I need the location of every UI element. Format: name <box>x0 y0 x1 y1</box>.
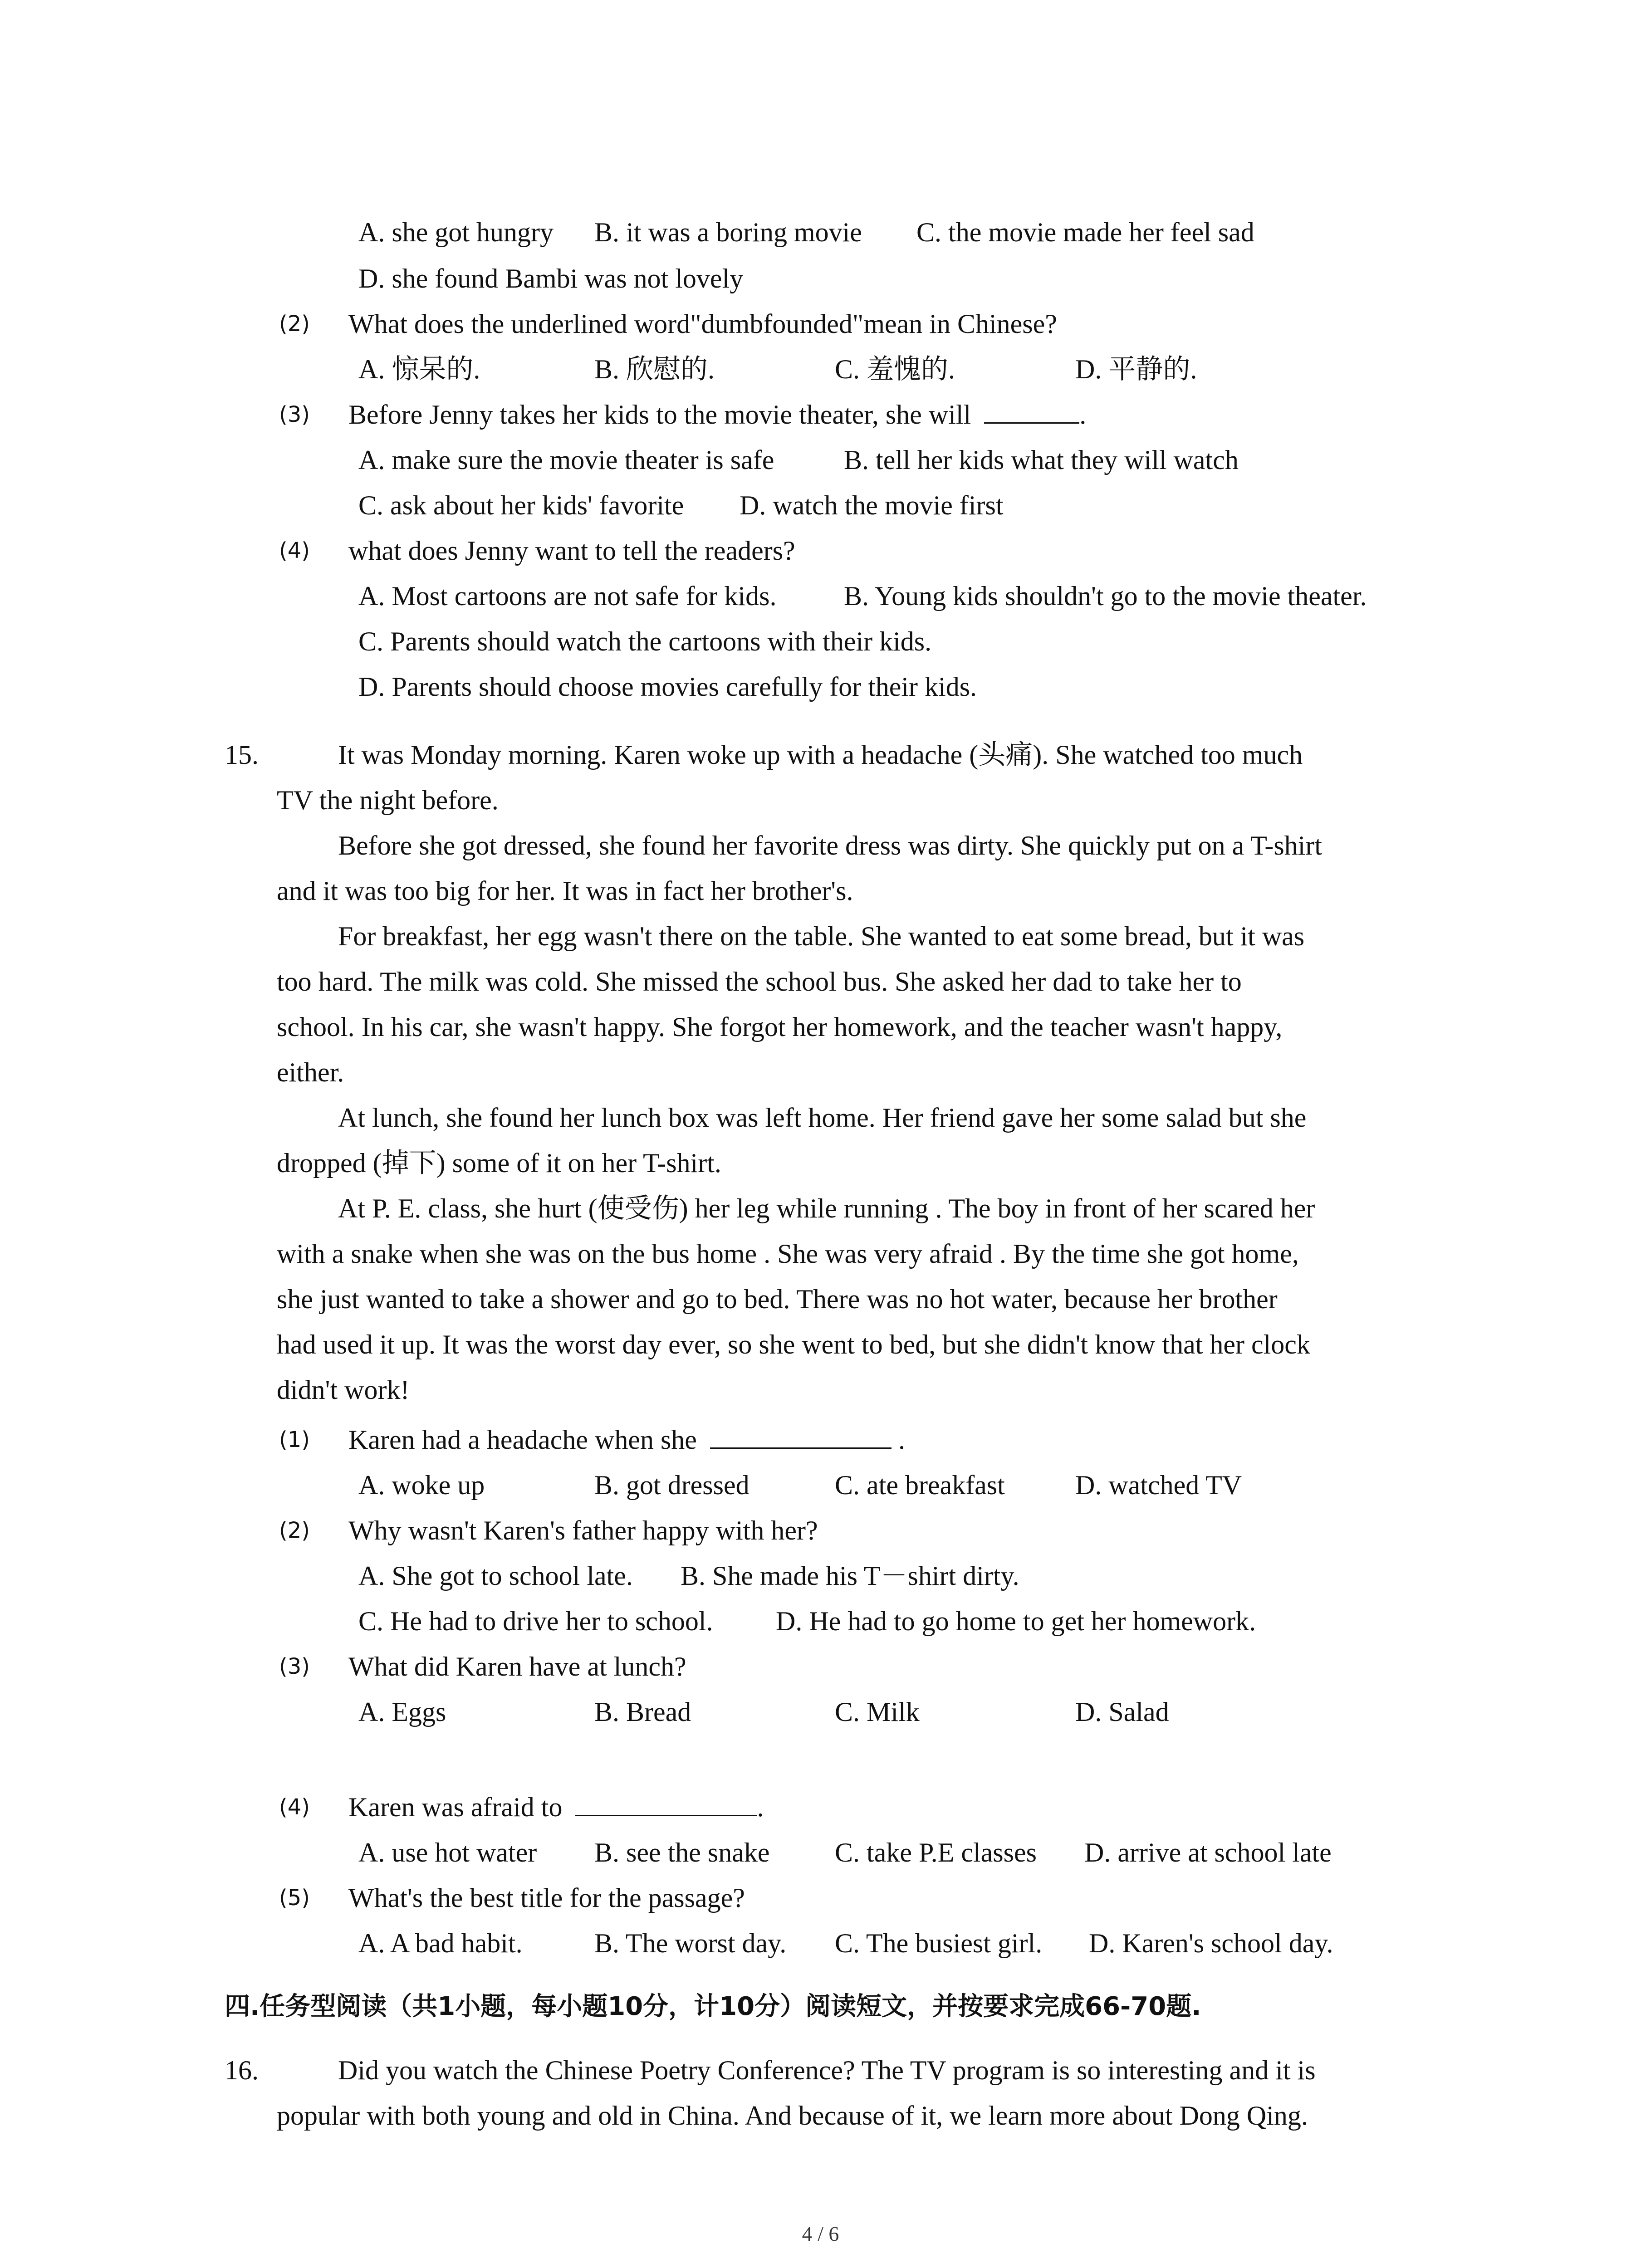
passage-line: Did you watch the Chinese Poetry Conference? The TV program is so interesting and it is <box>338 2055 1316 2085</box>
question-number: (5) <box>279 1885 310 1911</box>
passage-line: too hard. The milk was cold. She missed the school bus. She asked her dad to take her to <box>277 967 1242 997</box>
question-number: 15. <box>225 740 259 770</box>
page-number: 4 / 6 <box>802 2222 839 2245</box>
option-a: A. she got hungry <box>358 217 554 247</box>
option-d: D. watched TV <box>1075 1470 1242 1500</box>
option-c: C. the movie made her feel sad <box>916 217 1254 247</box>
passage-line: had used it up. It was the worst day ever, so she went to bed, but she didn't know that her clock <box>277 1330 1310 1359</box>
passage-line: At P. E. class, she hurt (使受伤) her leg while running . The boy in front of her scared her <box>338 1193 1315 1223</box>
section-heading: 四.任务型阅读（共1小题，每小题10分，计10分）阅读短文，并按要求完成66-70题. <box>225 1992 1201 2021</box>
option-d: D. Salad <box>1075 1697 1169 1727</box>
question-text-after: . <box>1079 400 1087 430</box>
option-c: C. Parents should watch the cartoons with their kids. <box>358 626 932 656</box>
option-b: B. it was a boring movie <box>594 217 862 247</box>
passage-line: Before she got dressed, she found her favorite dress was dirty. She quickly put on a T-shirt <box>338 831 1322 860</box>
option-c: C. Milk <box>835 1697 920 1727</box>
question-number: (1) <box>279 1427 310 1452</box>
question-text: What does the underlined word"dumbfounded"mean in Chinese? <box>348 309 1057 339</box>
question-text-before: Karen had a headache when she <box>348 1425 697 1455</box>
question-text-after: . <box>757 1792 764 1822</box>
answer-blank[interactable] <box>575 1791 757 1816</box>
option-a: A. She got to school late. <box>358 1561 633 1591</box>
option-d: D. He had to go home to get her homework. <box>776 1606 1256 1636</box>
option-c: C. take P.E classes <box>835 1838 1037 1867</box>
question-text-after: . <box>898 1425 905 1455</box>
option-b: B. 欣慰的. <box>594 354 715 384</box>
question-text <box>348 397 1086 432</box>
option-c: C. ask about her kids' favorite <box>358 490 684 520</box>
question-text-before: Karen was afraid to <box>348 1792 563 1822</box>
passage-line: popular with both young and old in China. And because of it, we learn more about Dong Qing. <box>277 2101 1308 2131</box>
question-number: (2) <box>279 1518 310 1543</box>
passage-line: and it was too big for her. It was in fact her brother's. <box>277 876 853 906</box>
option-c: C. ate breakfast <box>835 1470 1005 1500</box>
passage-line: For breakfast, her egg wasn't there on the table. She wanted to eat some bread, but it was <box>338 921 1305 951</box>
option-d: D. arrive at school late <box>1084 1838 1332 1867</box>
option-a: A. make sure the movie theater is safe <box>358 445 774 475</box>
question-text: Why wasn't Karen's father happy with her? <box>348 1515 818 1545</box>
passage-line: either. <box>277 1057 344 1087</box>
passage-line: with a snake when she was on the bus home . She was very afraid . By the time she got home, <box>277 1239 1299 1269</box>
question-text: What did Karen have at lunch? <box>348 1652 686 1681</box>
question-text-before: Before Jenny takes her kids to the movie theater, she will <box>348 400 971 430</box>
option-a: A. Most cartoons are not safe for kids. <box>358 581 777 611</box>
question-number: (4) <box>279 1794 310 1820</box>
passage-line: It was Monday morning. Karen woke up with a headache (头痛). She watched too much <box>338 740 1303 770</box>
option-c: C. He had to drive her to school. <box>358 1606 713 1636</box>
passage-line: she just wanted to take a shower and go to bed. There was no hot water, because her brother <box>277 1284 1278 1314</box>
option-b: B. Young kids shouldn't go to the movie theater. <box>844 581 1367 611</box>
option-c: C. The busiest girl. <box>835 1928 1043 1958</box>
option-b: B. got dressed <box>594 1470 749 1500</box>
question-text: what does Jenny want to tell the readers? <box>348 536 795 566</box>
option-a: A. woke up <box>358 1470 485 1500</box>
option-b: B. She made his T－shirt dirty. <box>681 1561 1019 1591</box>
option-a: A. 惊呆的. <box>358 354 480 384</box>
option-b: B. see the snake <box>594 1838 770 1867</box>
option-d: D. 平静的. <box>1075 354 1197 384</box>
option-d: D. watch the movie first <box>740 490 1004 520</box>
question-number: (4) <box>279 538 310 563</box>
question-text <box>348 1790 764 1824</box>
question-number: 16. <box>225 2055 259 2085</box>
question-number: (3) <box>279 1654 310 1679</box>
answer-blank[interactable] <box>984 399 1079 424</box>
option-a: A. A bad habit. <box>358 1928 523 1958</box>
option-d: D. Parents should choose movies carefully for their kids. <box>358 672 977 702</box>
option-c: C. 羞愧的. <box>835 354 955 384</box>
passage-line: At lunch, she found her lunch box was left home. Her friend gave her some salad but she <box>338 1103 1307 1133</box>
option-b: B. Bread <box>594 1697 691 1727</box>
option-a: A. Eggs <box>358 1697 446 1727</box>
passage-line: TV the night before. <box>277 785 499 815</box>
question-text: What's the best title for the passage? <box>348 1883 745 1913</box>
option-b: B. The worst day. <box>594 1928 787 1958</box>
question-number: (2) <box>279 311 310 337</box>
passage-line: school. In his car, she wasn't happy. She forgot her homework, and the teacher wasn't happy, <box>277 1012 1283 1042</box>
option-a: A. use hot water <box>358 1838 537 1867</box>
passage-line: didn't work! <box>277 1375 410 1405</box>
question-text <box>348 1422 905 1457</box>
question-number: (3) <box>279 402 310 427</box>
option-d: D. Karen's school day. <box>1089 1928 1333 1958</box>
passage-line: dropped (掉下) some of it on her T-shirt. <box>277 1148 721 1178</box>
answer-blank[interactable] <box>710 1424 892 1449</box>
option-d: D. she found Bambi was not lovely <box>358 264 744 293</box>
option-b: B. tell her kids what they will watch <box>844 445 1239 475</box>
